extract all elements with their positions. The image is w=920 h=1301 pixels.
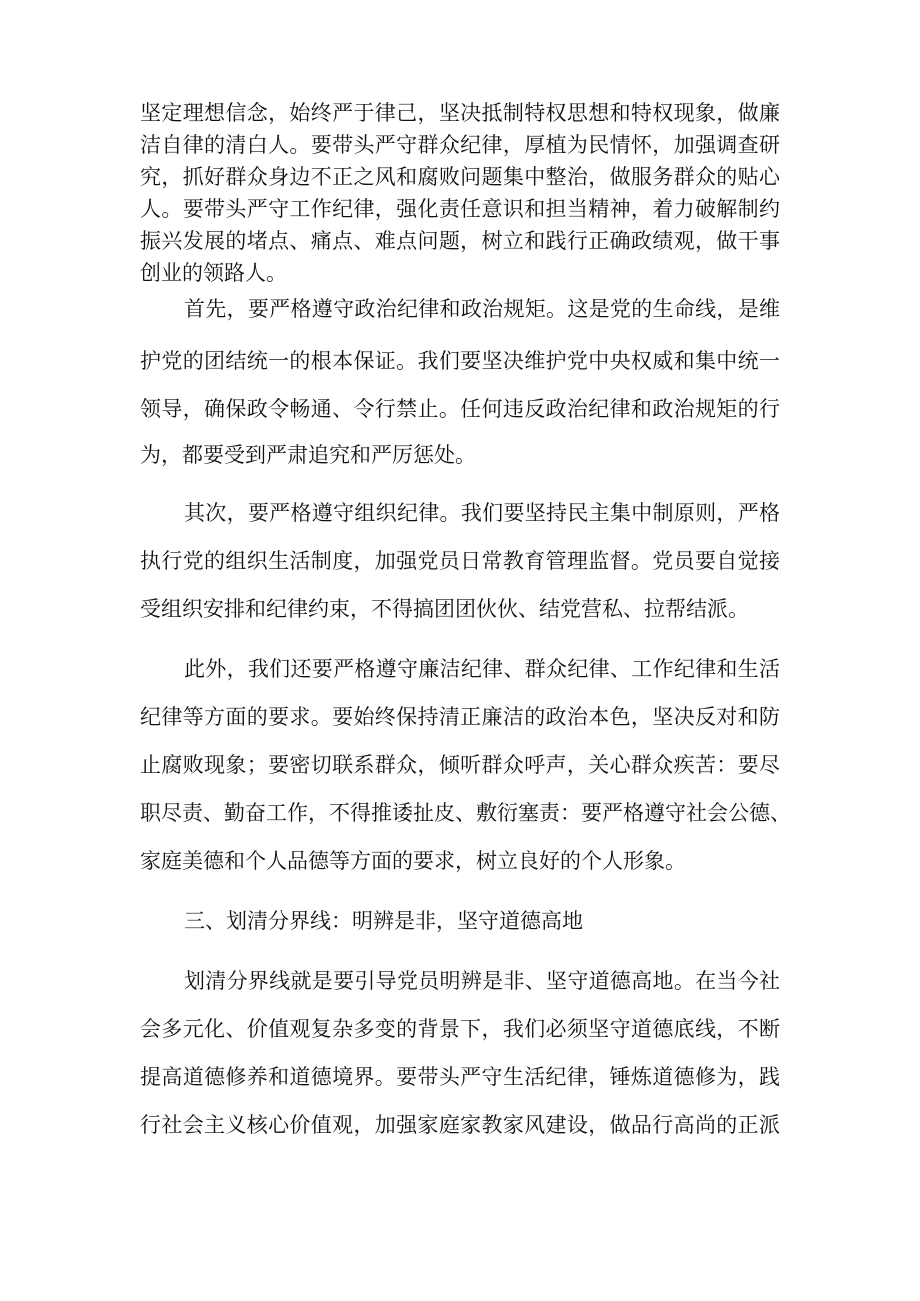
- paragraph-2-line-4: 为，都要受到严肃追究和严厉惩处。: [140, 443, 476, 467]
- paragraph-4-line-1: 此外，我们还要严格遵守廉洁纪律、群众纪律、工作纪律和生活: [184, 657, 780, 681]
- paragraph-4-line-2: 纪律等方面的要求。要始终保持清正廉洁的政治本色，坚决反对和防: [140, 705, 780, 729]
- paragraph-3-line-2: 执行党的组织生活制度，加强党员日常教育管理监督。党员要自觉接: [140, 549, 780, 573]
- paragraph-2-line-2: 护党的团结统一的根本保证。我们要坚决维护党中央权威和集中统一: [140, 349, 780, 373]
- paragraph-4-line-3: 止腐败现象；要密切联系群众，倾听群众呼声，关心群众疾苦：要尽: [140, 753, 780, 777]
- paragraph-5-line-2: 会多元化、价值观复杂多变的背景下，我们必须坚守道德底线，不断: [140, 1017, 780, 1041]
- paragraph-1-line-4: 人。要带头严守工作纪律，强化责任意识和担当精神，着力破解制约: [140, 197, 780, 221]
- paragraph-5-line-4: 行社会主义核心价值观，加强家庭家教家风建设，做品行高尚的正派: [140, 1113, 780, 1137]
- paragraph-2-line-1: 首先，要严格遵守政治纪律和政治规矩。这是党的生命线，是维: [184, 297, 780, 321]
- paragraph-1-line-3: 究，抓好群众身边不正之风和腐败问题集中整治，做服务群众的贴心: [140, 165, 780, 189]
- paragraph-3-line-1: 其次，要严格遵守组织纪律。我们要坚持民主集中制原则，严格: [184, 501, 780, 525]
- section-heading: 三、划清分界线：明辨是非，坚守道德高地: [184, 909, 583, 933]
- paragraph-4-line-4: 职尽责、勤奋工作，不得推诿扯皮、敷衍塞责：要严格遵守社会公德、: [140, 801, 791, 825]
- paragraph-1-line-5: 振兴发展的堵点、痛点、难点问题，树立和践行正确政绩观，做干事: [140, 229, 780, 253]
- paragraph-1-line-6: 创业的领路人。: [140, 261, 287, 285]
- paragraph-5-line-1: 划清分界线就是要引导党员明辨是非、坚守道德高地。在当今社: [184, 969, 780, 993]
- paragraph-3-line-3: 受组织安排和纪律约束，不得搞团团伙伙、结党营私、拉帮结派。: [140, 597, 749, 621]
- paragraph-1-line-2: 洁自律的清白人。要带头严守群众纪律，厚植为民情怀，加强调查研: [140, 133, 780, 157]
- paragraph-1-line-1: 坚定理想信念，始终严于律己，坚决抵制特权思想和特权现象，做廉: [140, 101, 780, 125]
- paragraph-2-line-3: 领导，确保政令畅通、令行禁止。任何违反政治纪律和政治规矩的行: [140, 397, 780, 421]
- paragraph-4-line-5: 家庭美德和个人品德等方面的要求，树立良好的个人形象。: [140, 849, 686, 873]
- paragraph-5-line-3: 提高道德修养和道德境界。要带头严守生活纪律，锤炼道德修为，践: [140, 1065, 780, 1089]
